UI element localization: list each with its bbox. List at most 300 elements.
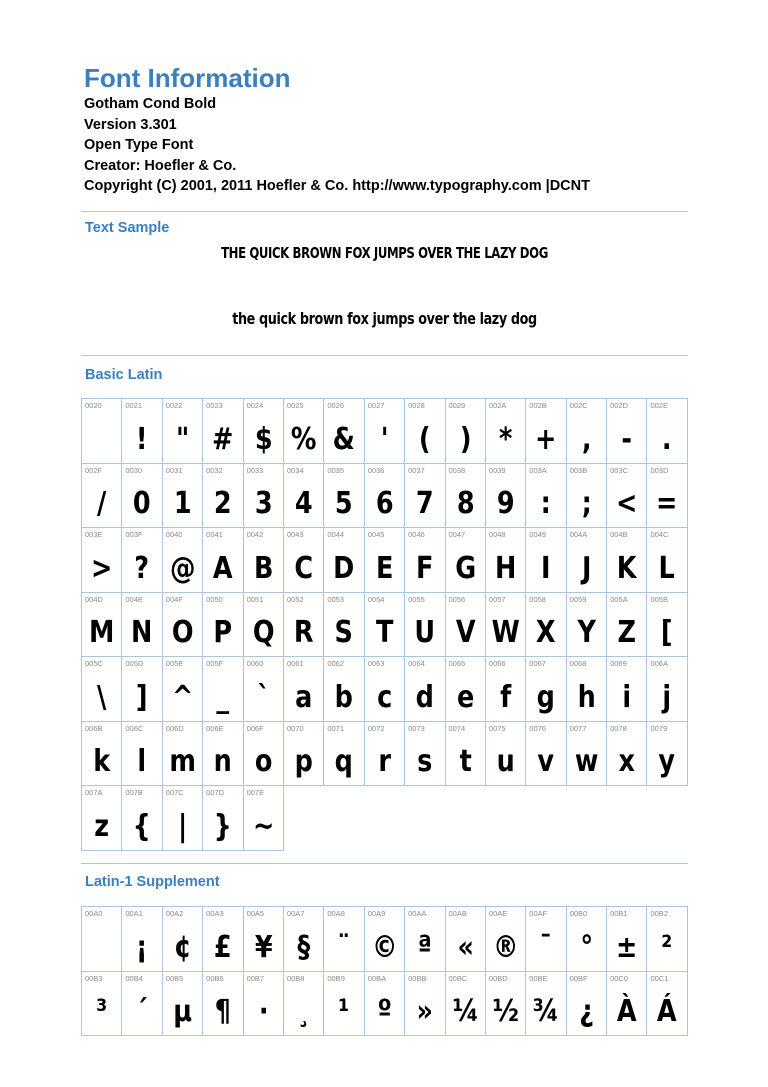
glyph-char: | bbox=[177, 808, 188, 844]
glyph-char: ¢ bbox=[173, 929, 192, 965]
glyph-char: @ bbox=[169, 550, 196, 586]
font-info-block bbox=[84, 94, 590, 197]
glyph-code: 0074 bbox=[448, 723, 466, 733]
glyph-cell bbox=[244, 786, 284, 851]
glyph-char: · bbox=[258, 994, 269, 1029]
glyph-cell bbox=[203, 528, 243, 593]
glyph-cell bbox=[446, 657, 486, 722]
glyph-code: 00A2 bbox=[165, 909, 184, 918]
glyph-char: g bbox=[536, 679, 556, 715]
glyph-cell bbox=[446, 464, 486, 529]
basic-latin-heading: Basic Latin bbox=[85, 367, 163, 383]
glyph-char: J bbox=[581, 550, 592, 586]
glyph-cell bbox=[567, 464, 607, 529]
glyph-cell bbox=[324, 399, 364, 464]
glyph-cell bbox=[405, 528, 445, 593]
page-title: Font Information bbox=[84, 63, 291, 93]
glyph-code: 003A bbox=[529, 465, 547, 475]
glyph-char: > bbox=[91, 550, 113, 586]
glyph-code: 0033 bbox=[246, 465, 264, 475]
glyph-char: l bbox=[137, 744, 147, 779]
glyph-code: 0040 bbox=[165, 530, 183, 539]
glyph-cell bbox=[526, 972, 566, 1037]
glyph-code: 0042 bbox=[246, 530, 264, 539]
glyph-code: 005B bbox=[650, 594, 668, 604]
glyph-char: F bbox=[416, 550, 434, 586]
glyph-char: + bbox=[535, 421, 557, 457]
glyph-code: 0022 bbox=[165, 401, 183, 410]
glyph-code: 0032 bbox=[206, 465, 223, 475]
glyph-cell bbox=[405, 907, 445, 972]
glyph-char: ± bbox=[616, 929, 638, 965]
glyph-cell bbox=[203, 722, 243, 787]
glyph-cell bbox=[405, 593, 445, 658]
glyph-char: ´ bbox=[135, 994, 149, 1029]
glyph-code: 0065 bbox=[448, 659, 466, 668]
glyph-cell bbox=[607, 972, 647, 1037]
glyph-char: B bbox=[253, 550, 273, 586]
glyph-cell bbox=[526, 657, 566, 722]
glyph-code: 0061 bbox=[286, 659, 304, 668]
glyph-char: u bbox=[496, 744, 515, 779]
glyph-code: 007A bbox=[85, 788, 103, 797]
glyph-code: 0049 bbox=[529, 530, 546, 539]
glyph-cell bbox=[365, 593, 405, 658]
glyph-code: 0058 bbox=[529, 594, 546, 604]
latin1-supplement-grid bbox=[81, 906, 688, 1036]
glyph-char: 6 bbox=[375, 486, 394, 521]
glyph-char: w bbox=[574, 744, 599, 779]
glyph-code: 0078 bbox=[610, 723, 627, 733]
glyph-code: 0064 bbox=[408, 659, 425, 668]
glyph-char: ^ bbox=[171, 679, 194, 715]
glyph-char: K bbox=[616, 550, 637, 586]
glyph-cell bbox=[203, 972, 243, 1037]
glyph-cell bbox=[82, 722, 122, 787]
glyph-code: 003E bbox=[85, 530, 103, 539]
glyph-cell bbox=[203, 593, 243, 658]
glyph-cell bbox=[163, 972, 203, 1037]
font-version: Version 3.301 bbox=[84, 116, 177, 133]
glyph-char: « bbox=[456, 929, 474, 965]
glyph-cell bbox=[324, 972, 364, 1037]
glyph-cell bbox=[284, 399, 324, 464]
glyph-cell bbox=[607, 528, 647, 593]
glyph-cell bbox=[244, 907, 284, 972]
glyph-char: i bbox=[622, 679, 632, 715]
glyph-char: y bbox=[658, 744, 676, 779]
glyph-char: " bbox=[175, 421, 190, 457]
glyph-char: E bbox=[375, 550, 394, 586]
glyph-char: = bbox=[656, 486, 678, 521]
glyph-char: ¡ bbox=[136, 929, 148, 965]
glyph-code: 00BF bbox=[569, 973, 588, 983]
glyph-code: 0045 bbox=[367, 530, 385, 539]
glyph-char: ? bbox=[134, 550, 150, 586]
glyph-char: ¯ bbox=[539, 929, 553, 965]
glyph-char: z bbox=[94, 808, 110, 844]
glyph-char: m bbox=[169, 744, 196, 779]
glyph-code: 004A bbox=[569, 530, 588, 539]
glyph-char: } bbox=[213, 808, 232, 844]
glyph-char: a bbox=[295, 679, 313, 715]
font-creator: Creator: Hoefler & Co. bbox=[84, 157, 237, 174]
text-sample-heading: Text Sample bbox=[85, 220, 170, 236]
glyph-code: 006D bbox=[165, 723, 184, 733]
glyph-char: C bbox=[294, 550, 314, 586]
glyph-char: - bbox=[621, 421, 633, 457]
glyph-char: . bbox=[662, 421, 673, 457]
glyph-char: ¨ bbox=[337, 929, 351, 965]
glyph-code: 0035 bbox=[327, 465, 345, 475]
glyph-char: ; bbox=[581, 486, 592, 521]
glyph-cell bbox=[82, 399, 122, 464]
glyph-code: 002C bbox=[569, 401, 588, 410]
glyph-code: 003F bbox=[125, 530, 143, 539]
glyph-char: ¹ bbox=[338, 994, 350, 1029]
glyph-code: 0025 bbox=[286, 401, 304, 410]
glyph-code: 0075 bbox=[488, 723, 506, 733]
glyph-cell bbox=[567, 593, 607, 658]
glyph-code: 002E bbox=[650, 401, 668, 410]
glyph-char: 9 bbox=[496, 486, 515, 521]
glyph-cell bbox=[163, 464, 203, 529]
glyph-code: 0023 bbox=[206, 401, 223, 410]
glyph-code: 0036 bbox=[367, 465, 385, 475]
glyph-cell bbox=[365, 907, 405, 972]
glyph-cell bbox=[244, 528, 284, 593]
glyph-code: 0038 bbox=[448, 465, 466, 475]
glyph-code: 0043 bbox=[286, 530, 304, 539]
glyph-char: N bbox=[131, 615, 153, 650]
glyph-char: \ bbox=[97, 679, 107, 715]
glyph-char: ² bbox=[661, 929, 673, 965]
glyph-char: ¼ bbox=[452, 994, 479, 1029]
glyph-cell bbox=[203, 786, 243, 851]
glyph-code: 0069 bbox=[610, 659, 627, 668]
glyph-cell bbox=[203, 657, 243, 722]
glyph-cell bbox=[163, 722, 203, 787]
glyph-char: Y bbox=[577, 615, 596, 650]
glyph-char: O bbox=[171, 615, 194, 650]
glyph-char: ~ bbox=[252, 808, 274, 844]
glyph-cell bbox=[163, 399, 203, 464]
glyph-code: 0037 bbox=[408, 465, 425, 475]
glyph-char: S bbox=[334, 615, 354, 650]
glyph-code: 00AE bbox=[488, 909, 508, 918]
glyph-char: Á bbox=[657, 994, 678, 1029]
glyph-cell bbox=[284, 907, 324, 972]
glyph-code: 0044 bbox=[327, 530, 345, 539]
glyph-code: 00B9 bbox=[327, 973, 345, 983]
glyph-cell bbox=[486, 399, 526, 464]
glyph-code: 00B4 bbox=[125, 973, 143, 983]
glyph-cell bbox=[365, 464, 405, 529]
glyph-code: 005E bbox=[165, 659, 184, 668]
glyph-code: 0034 bbox=[286, 465, 304, 475]
glyph-char: Z bbox=[617, 615, 637, 650]
glyph-char: ¾ bbox=[532, 994, 560, 1029]
glyph-cell bbox=[122, 399, 162, 464]
glyph-cell bbox=[486, 464, 526, 529]
glyph-cell bbox=[122, 786, 162, 851]
glyph-char: 7 bbox=[415, 486, 434, 521]
glyph-char: [ bbox=[661, 615, 673, 650]
glyph-char: s bbox=[417, 744, 433, 779]
glyph-code: 0021 bbox=[125, 401, 143, 410]
glyph-char: h bbox=[577, 679, 596, 715]
glyph-char: 1 bbox=[173, 486, 192, 521]
glyph-cell bbox=[82, 464, 122, 529]
glyph-cell bbox=[647, 593, 687, 658]
glyph-cell bbox=[163, 593, 203, 658]
glyph-cell bbox=[284, 464, 324, 529]
glyph-cell bbox=[365, 722, 405, 787]
glyph-code: 002B bbox=[529, 401, 547, 410]
glyph-cell bbox=[324, 907, 364, 972]
glyph-code: 0063 bbox=[367, 659, 385, 668]
glyph-cell bbox=[284, 657, 324, 722]
glyph-char: 4 bbox=[294, 486, 313, 521]
glyph-char: ( bbox=[418, 421, 431, 457]
glyph-cell bbox=[365, 399, 405, 464]
glyph-code: 00BB bbox=[408, 973, 427, 983]
glyph-char: / bbox=[97, 486, 107, 521]
glyph-code: 0047 bbox=[448, 530, 466, 539]
glyph-cell bbox=[203, 464, 243, 529]
glyph-code: 0055 bbox=[408, 594, 425, 604]
glyph-char: ® bbox=[492, 929, 519, 965]
glyph-cell bbox=[405, 399, 445, 464]
glyph-char: © bbox=[371, 929, 398, 965]
glyph-cell bbox=[284, 593, 324, 658]
glyph-cell bbox=[647, 464, 687, 529]
glyph-code: 00AA bbox=[408, 909, 427, 918]
glyph-code: 003B bbox=[569, 465, 588, 475]
glyph-code: 00B6 bbox=[206, 973, 224, 983]
glyph-char: o bbox=[254, 744, 273, 779]
glyph-code: 004D bbox=[85, 594, 103, 604]
glyph-char: G bbox=[454, 550, 476, 586]
glyph-cell bbox=[324, 722, 364, 787]
glyph-char: { bbox=[133, 808, 152, 844]
glyph-char: : bbox=[540, 486, 552, 521]
glyph-code: 0028 bbox=[408, 401, 425, 410]
glyph-char: r bbox=[378, 744, 391, 779]
glyph-code: 00B8 bbox=[286, 973, 305, 983]
section-divider bbox=[81, 211, 688, 212]
glyph-cell bbox=[486, 722, 526, 787]
glyph-char: ª bbox=[417, 929, 433, 965]
glyph-cell bbox=[607, 907, 647, 972]
glyph-char: p bbox=[294, 744, 313, 779]
glyph-cell bbox=[324, 464, 364, 529]
glyph-cell bbox=[567, 972, 607, 1037]
glyph-cell bbox=[526, 907, 566, 972]
glyph-code: 0053 bbox=[327, 594, 345, 604]
glyph-code: 0052 bbox=[286, 594, 304, 604]
glyph-char: L bbox=[659, 550, 676, 586]
glyph-code: 0070 bbox=[286, 723, 304, 733]
glyph-char: n bbox=[213, 744, 232, 779]
glyph-code: 0050 bbox=[206, 594, 223, 604]
glyph-cell bbox=[647, 722, 687, 787]
glyph-code: 0030 bbox=[125, 465, 143, 475]
glyph-code: 003C bbox=[610, 465, 629, 475]
glyph-cell bbox=[324, 593, 364, 658]
glyph-cell bbox=[405, 722, 445, 787]
basic-latin-grid bbox=[81, 398, 688, 851]
glyph-char: I bbox=[541, 550, 551, 586]
glyph-cell bbox=[82, 593, 122, 658]
glyph-code: 004B bbox=[610, 530, 628, 539]
glyph-char: µ bbox=[173, 994, 192, 1029]
glyph-code: 00A9 bbox=[367, 909, 386, 918]
glyph-code: 0056 bbox=[448, 594, 466, 604]
glyph-char: , bbox=[581, 421, 592, 457]
glyph-code: 006C bbox=[125, 723, 144, 733]
glyph-cell bbox=[244, 657, 284, 722]
glyph-code: 00BE bbox=[529, 973, 548, 983]
glyph-cell bbox=[607, 722, 647, 787]
glyph-code: 0046 bbox=[408, 530, 425, 539]
glyph-char: H bbox=[494, 550, 517, 586]
glyph-code: 00A7 bbox=[286, 909, 305, 918]
section-divider bbox=[81, 863, 688, 864]
glyph-char: x bbox=[618, 744, 636, 779]
glyph-char: P bbox=[213, 615, 233, 650]
glyph-char: * bbox=[498, 421, 513, 457]
glyph-char: _ bbox=[216, 679, 230, 715]
glyph-cell bbox=[122, 593, 162, 658]
glyph-code: 005F bbox=[206, 659, 224, 668]
glyph-cell bbox=[486, 972, 526, 1037]
section-divider bbox=[81, 355, 688, 356]
glyph-code: 0068 bbox=[569, 659, 587, 668]
glyph-cell bbox=[82, 528, 122, 593]
glyph-code: 006F bbox=[246, 723, 264, 733]
glyph-code: 0059 bbox=[569, 594, 587, 604]
latin1-supplement-heading: Latin-1 Supplement bbox=[85, 874, 220, 890]
glyph-cell bbox=[446, 528, 486, 593]
glyph-char: ) bbox=[459, 421, 472, 457]
glyph-char: 8 bbox=[456, 486, 475, 521]
glyph-code: 00B2 bbox=[650, 909, 668, 918]
glyph-code: 0077 bbox=[569, 723, 587, 733]
glyph-cell bbox=[526, 399, 566, 464]
glyph-cell bbox=[324, 657, 364, 722]
glyph-code: 005C bbox=[85, 659, 103, 668]
glyph-cell bbox=[567, 657, 607, 722]
glyph-code: 002D bbox=[610, 401, 629, 410]
glyph-code: 0066 bbox=[488, 659, 506, 668]
glyph-code: 00BA bbox=[367, 973, 387, 983]
glyph-code: 005D bbox=[125, 659, 144, 668]
glyph-code: 0051 bbox=[246, 594, 264, 604]
glyph-cell bbox=[567, 722, 607, 787]
glyph-cell bbox=[486, 593, 526, 658]
glyph-code: 007E bbox=[246, 788, 265, 797]
font-copyright: Copyright (C) 2001, 2011 Hoefler & Co. http://www.typography.com |DCNT bbox=[84, 178, 590, 194]
glyph-cell bbox=[284, 722, 324, 787]
glyph-cell bbox=[567, 907, 607, 972]
glyph-code: 007D bbox=[206, 788, 225, 797]
glyph-code: 00B5 bbox=[165, 973, 184, 983]
glyph-code: 007B bbox=[125, 788, 143, 797]
glyph-char: ° bbox=[580, 929, 593, 965]
glyph-cell bbox=[405, 972, 445, 1037]
glyph-code: 002F bbox=[85, 465, 103, 475]
glyph-char: £ bbox=[213, 929, 232, 965]
glyph-cell bbox=[244, 722, 284, 787]
glyph-cell bbox=[365, 528, 405, 593]
glyph-char: T bbox=[375, 615, 394, 650]
glyph-cell bbox=[122, 657, 162, 722]
glyph-cell bbox=[486, 657, 526, 722]
glyph-code: 0079 bbox=[650, 723, 668, 733]
glyph-cell bbox=[526, 528, 566, 593]
glyph-char: 2 bbox=[213, 486, 232, 521]
glyph-cell bbox=[82, 657, 122, 722]
glyph-cell bbox=[244, 972, 284, 1037]
glyph-cell bbox=[122, 907, 162, 972]
glyph-cell bbox=[365, 657, 405, 722]
glyph-char: R bbox=[293, 615, 314, 650]
glyph-char: A bbox=[212, 550, 233, 586]
glyph-cell bbox=[82, 907, 122, 972]
glyph-char: t bbox=[459, 744, 472, 779]
glyph-cell bbox=[244, 593, 284, 658]
glyph-code: 0057 bbox=[488, 594, 506, 604]
glyph-cell bbox=[607, 464, 647, 529]
glyph-char: ¿ bbox=[578, 994, 594, 1029]
glyph-code: 004F bbox=[165, 594, 183, 604]
glyph-char: D bbox=[333, 550, 355, 586]
glyph-char: k bbox=[93, 744, 111, 779]
glyph-cell bbox=[647, 657, 687, 722]
font-type: Open Type Font bbox=[84, 137, 194, 153]
glyph-char: # bbox=[212, 421, 234, 457]
glyph-code: 004C bbox=[650, 530, 669, 539]
glyph-char: ] bbox=[136, 679, 148, 715]
glyph-cell bbox=[486, 907, 526, 972]
glyph-char: < bbox=[616, 486, 638, 521]
glyph-char: c bbox=[376, 679, 392, 715]
glyph-char: M bbox=[89, 615, 115, 650]
glyph-cell bbox=[526, 464, 566, 529]
glyph-code: 0026 bbox=[327, 401, 345, 410]
glyph-cell bbox=[607, 593, 647, 658]
glyph-cell bbox=[526, 722, 566, 787]
glyph-cell bbox=[607, 399, 647, 464]
glyph-code: 00AB bbox=[448, 909, 467, 918]
glyph-cell bbox=[82, 972, 122, 1037]
glyph-cell bbox=[446, 722, 486, 787]
glyph-cell bbox=[244, 399, 284, 464]
glyph-code: 00A5 bbox=[246, 909, 265, 918]
glyph-code: 0041 bbox=[206, 530, 223, 539]
glyph-cell bbox=[647, 972, 687, 1037]
glyph-code: 00C0 bbox=[610, 973, 629, 983]
glyph-char: ! bbox=[136, 421, 148, 457]
glyph-cell bbox=[324, 528, 364, 593]
glyph-code: 0062 bbox=[327, 659, 345, 668]
glyph-char: § bbox=[297, 929, 311, 965]
glyph-char: ³ bbox=[96, 994, 108, 1029]
glyph-char: ' bbox=[380, 421, 389, 457]
glyph-char: ¥ bbox=[254, 929, 273, 965]
glyph-code: 00AF bbox=[529, 909, 548, 918]
